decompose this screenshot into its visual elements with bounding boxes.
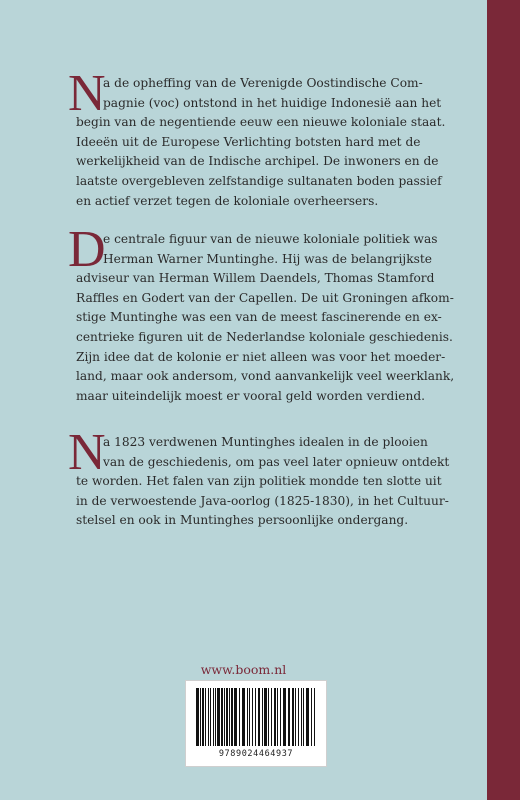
paragraph-line: Herman Warner Muntinghe. Hij was de belangrijkste: [103, 251, 432, 266]
paragraph-line: van de geschiedenis, om pas veel later opnieuw ontdekt: [103, 454, 450, 469]
paragraph-line: te worden. Het falen van zijn politiek mondde ten slotte uit: [76, 474, 442, 489]
barcode-bar: [202, 688, 204, 746]
paragraph-line: land, maar ook andersom, vond aanvankelijk veel weerklank,: [76, 369, 455, 384]
barcode-bar: [306, 688, 309, 746]
barcode-icon: [194, 688, 318, 746]
barcode-bar: [205, 688, 206, 746]
barcode-bar: [196, 688, 199, 746]
barcode-bar: [215, 688, 216, 746]
barcode-bar: [288, 688, 290, 746]
paragraph-line: pagnie (voc) ontstond in het huidige Indonesië aan het: [103, 95, 442, 110]
dropcap-3: N: [68, 424, 106, 481]
barcode-bar: [231, 688, 233, 746]
barcode-bar: [264, 688, 267, 746]
publisher-url[interactable]: www.boom.nl: [200, 662, 287, 677]
paragraph-line: stige Muntinghe was een van de meest fascinerende en ex-: [76, 310, 442, 325]
barcode-bar: [255, 688, 256, 746]
paragraph-line: adviseur van Herman Willem Daendels, Thomas Stamford: [76, 271, 435, 286]
barcode-bar: [208, 688, 209, 746]
barcode-number: 9789024464937: [218, 749, 294, 759]
paragraph-line: stelsel en ook in Muntinghes persoonlijke ondergang.: [76, 513, 409, 528]
paragraph-line: Zijn idee dat de kolonie er niet alleen was voor het moeder-: [76, 349, 446, 364]
barcode-bar: [314, 688, 315, 746]
barcode-bar: [303, 688, 304, 746]
barcode-bar: [200, 688, 201, 746]
barcode-bar: [224, 688, 225, 746]
barcode-bar: [271, 688, 272, 746]
paragraph-1: [68, 65, 452, 211]
barcode-bar: [262, 688, 263, 746]
barcode-bar: [249, 688, 250, 746]
barcode-bar: [311, 688, 312, 746]
paragraph-line: in de verwoestende Java-oorlog (1825-1830), in het Cultuur-: [76, 493, 449, 508]
barcode-bar: [277, 688, 278, 746]
barcode-bar: [234, 688, 237, 746]
spine-band: [487, 0, 520, 800]
dropcap-1: N: [68, 65, 106, 122]
barcode-bar: [292, 688, 294, 746]
paragraph-line: a 1823 verdwenen Muntinghes idealen in de plooien: [103, 435, 428, 449]
paragraph-2: [68, 221, 455, 406]
paragraph-line: maar uiteindelijk moest er vooral geld worden verdiend.: [76, 388, 425, 403]
barcode-bar: [298, 688, 299, 746]
barcode-bar: [258, 688, 260, 746]
barcode-bar: [226, 688, 228, 746]
paragraph-3: [68, 424, 452, 531]
paragraph-line: e centrale figuur van de nieuwe koloniale politiek was: [103, 232, 438, 246]
barcode-bar: [247, 688, 248, 746]
paragraph-line: werkelijkheid van de Indische archipel. De inwoners en de: [76, 154, 439, 169]
barcode-bar: [213, 688, 214, 746]
paragraph-line: a de opheffing van de Verenigde Oostindische Com-: [103, 76, 423, 90]
paragraph-line: Ideeën uit de Europese Verlichting botsten hard met de: [76, 134, 421, 149]
barcode-bar: [210, 688, 211, 746]
barcode-bar: [252, 688, 253, 746]
barcode-bar: [283, 688, 286, 746]
paragraph-line: begin van de negentiende eeuw een nieuwe koloniale staat.: [76, 115, 446, 130]
barcode-bar: [239, 688, 240, 746]
barcode-bar: [217, 688, 220, 746]
barcode-bar: [295, 688, 296, 746]
paragraph-line: Raffles en Godert van der Capellen. De uit Groningen afkom-: [76, 290, 454, 305]
barcode-bar: [229, 688, 230, 746]
isbn-barcode: [185, 680, 327, 767]
paragraph-line: centrieke figuren uit de Nederlandse koloniale geschiedenis.: [76, 329, 453, 344]
paragraph-line: laatste overgebleven zelfstandige sultanaten boden passief: [76, 173, 442, 188]
paragraph-line: en actief verzet tegen de koloniale overheersers.: [76, 193, 379, 208]
barcode-bar: [280, 688, 281, 746]
barcode-bar: [221, 688, 223, 746]
barcode-bar: [274, 688, 276, 746]
dropcap-2: D: [68, 221, 106, 278]
barcode-bar: [301, 688, 302, 746]
barcode-bar: [242, 688, 245, 746]
barcode-bar: [268, 688, 269, 746]
